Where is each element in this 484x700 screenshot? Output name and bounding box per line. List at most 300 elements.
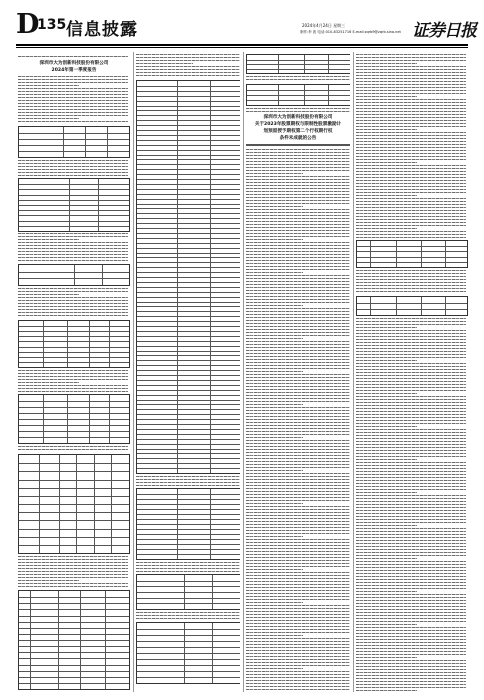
text-line: [356, 630, 466, 631]
table-row-rule: [137, 189, 240, 190]
table-row-rule: [137, 434, 240, 435]
text-line: [18, 233, 128, 234]
text-line: [356, 237, 466, 238]
text-line: [356, 162, 417, 163]
text-line: [246, 650, 350, 651]
text-line: [356, 144, 466, 145]
text-line: [356, 582, 466, 583]
table-col-rule: [69, 179, 70, 231]
table-row-rule: [137, 91, 240, 92]
text-line: [356, 165, 466, 166]
text-line: [356, 234, 466, 235]
text-line: [356, 633, 466, 634]
text-line: [356, 174, 466, 175]
text-line: [356, 228, 417, 229]
article-title: 深圳市大为创新科技股份有限公司: [263, 115, 333, 120]
article-title: 划预留授予期权第二个行权期行权: [263, 129, 333, 134]
text-line: [246, 263, 350, 264]
text-line: [18, 82, 128, 83]
masthead-rule-thin: [16, 47, 468, 48]
text-line: [18, 175, 128, 176]
text-line: [356, 663, 466, 664]
text-line: [356, 570, 466, 571]
text-line: [356, 465, 466, 466]
data-table: [18, 126, 130, 158]
text-line: [246, 108, 350, 109]
text-line: [356, 639, 466, 640]
table-row-rule: [137, 282, 240, 283]
text-line: [356, 441, 466, 442]
text-line: [356, 645, 466, 646]
text-line: [356, 219, 466, 220]
table-col-rule: [43, 321, 44, 367]
table-row-rule: [19, 512, 129, 513]
text-line: [18, 118, 79, 119]
text-line: [356, 507, 466, 508]
table-row-rule: [137, 336, 240, 337]
table-row-rule: [19, 407, 129, 408]
text-line: [246, 251, 350, 252]
text-line: [246, 209, 350, 210]
text-line: [18, 565, 128, 566]
masthead-rule: [16, 44, 468, 46]
text-line: [18, 446, 128, 447]
contact-line: 制作:李 波 电话:010-83251716 E-mail:zqrb9@zqrb.sina.net: [300, 30, 401, 34]
text-line: [246, 461, 350, 462]
section-letter: D: [16, 9, 40, 40]
text-line: [356, 546, 466, 547]
text-line: [356, 567, 466, 568]
table-col-rule: [396, 297, 397, 315]
text-line: [246, 626, 350, 627]
table-row-rule: [137, 539, 240, 540]
text-line: [356, 474, 466, 475]
text-line: [246, 278, 350, 279]
text-line: [18, 76, 128, 77]
table-row-rule: [137, 592, 240, 593]
text-line: [356, 357, 466, 358]
table-col-rule: [278, 55, 279, 73]
table-row-rule: [137, 554, 240, 555]
text-line: [246, 203, 350, 204]
text-line: [356, 618, 466, 619]
text-line: [18, 115, 128, 116]
text-line: [246, 563, 350, 564]
table-row-rule: [137, 331, 240, 332]
table-col-rule: [67, 395, 68, 443]
text-line: [356, 444, 466, 445]
text-line: [246, 386, 350, 387]
text-line: [18, 172, 128, 173]
text-line: [356, 435, 466, 436]
text-line: [356, 177, 466, 178]
text-line: [246, 332, 350, 333]
text-line: [356, 153, 466, 154]
table-row-rule: [19, 437, 129, 438]
table-row-rule: [357, 262, 467, 263]
text-line: [356, 540, 466, 541]
table-col-rule: [328, 55, 329, 73]
issue-date: 2024年4月24日 星期三: [302, 23, 346, 28]
table-col-rule: [76, 455, 77, 553]
table-row-rule: [137, 586, 240, 587]
text-line: [246, 506, 350, 507]
table-row-rule: [137, 385, 240, 386]
table-row-rule: [137, 204, 240, 205]
table-row-rule: [247, 60, 350, 61]
text-line: [246, 293, 350, 294]
table-row-rule: [137, 544, 240, 545]
text-line: [246, 566, 350, 567]
text-line: [246, 260, 350, 261]
table-row-rule: [137, 253, 240, 254]
text-line: [246, 272, 303, 273]
text-line: [356, 447, 466, 448]
text-line: [246, 569, 303, 570]
text-line: [246, 194, 350, 195]
text-line: [356, 498, 466, 499]
table-row-rule: [19, 529, 129, 530]
text-line: [18, 571, 128, 572]
text-line: [356, 333, 466, 334]
text-line: [246, 79, 350, 80]
text-line: [18, 245, 128, 246]
table-row-rule: [19, 200, 129, 201]
text-line: [356, 657, 417, 658]
text-line: [246, 578, 350, 579]
table-row-rule: [137, 169, 240, 170]
text-line: [246, 419, 350, 420]
text-line: [246, 158, 350, 159]
text-line: [246, 248, 350, 249]
text-line: [18, 288, 128, 289]
text-line: [356, 438, 466, 439]
text-line: [246, 521, 350, 522]
text-line: [18, 112, 128, 113]
data-table: [246, 54, 350, 74]
text-line: [356, 207, 466, 208]
text-line: [356, 651, 466, 652]
text-line: [246, 296, 350, 297]
text-line: [356, 471, 466, 472]
text-line: [356, 204, 466, 205]
table-col-rule: [109, 321, 110, 367]
text-line: [356, 60, 466, 61]
table-row-rule: [137, 233, 240, 234]
table-row-rule: [137, 140, 240, 141]
text-line: [18, 109, 128, 110]
text-line: [356, 636, 466, 637]
table-row-rule: [137, 341, 240, 342]
text-line: [246, 284, 350, 285]
text-line: [246, 164, 350, 165]
text-line: [246, 305, 303, 306]
table-col-rule: [212, 575, 213, 609]
table-col-rule: [304, 55, 305, 73]
text-line: [356, 180, 466, 181]
text-line: [136, 612, 240, 613]
table-row-rule: [137, 120, 240, 121]
table-row-rule: [19, 634, 129, 635]
table-row-rule: [19, 331, 129, 332]
table-col-rule: [80, 591, 81, 689]
text-line: [18, 574, 128, 575]
text-line: [356, 387, 466, 388]
table-row-rule: [357, 257, 467, 258]
table-row-rule: [137, 355, 240, 356]
table-row-rule: [137, 671, 240, 672]
text-line: [356, 381, 466, 382]
text-line: [18, 583, 128, 584]
table-row-rule: [137, 514, 240, 515]
table-row-rule: [137, 598, 240, 599]
text-line: [356, 372, 466, 373]
text-line: [356, 285, 466, 286]
text-line: [246, 224, 350, 225]
table-row-rule: [137, 453, 240, 454]
table-row-rule: [137, 414, 240, 415]
table-col-rule: [184, 623, 185, 683]
text-line: [356, 273, 466, 274]
text-line: [356, 576, 466, 577]
text-line: [356, 150, 466, 151]
column-divider: [243, 52, 244, 692]
text-line: [246, 548, 350, 549]
article-subtitle: 2024年第一季度报告: [51, 68, 97, 73]
text-line: [246, 245, 350, 246]
text-line: [356, 492, 417, 493]
text-line: [246, 362, 350, 363]
text-line: [246, 215, 350, 216]
column-3: [246, 52, 350, 692]
text-line: [246, 326, 350, 327]
text-line: [356, 642, 466, 643]
table-col-rule: [39, 455, 40, 553]
table-row-rule: [137, 179, 240, 180]
table-row-rule: [19, 463, 129, 464]
text-line: [246, 218, 350, 219]
text-line: [246, 212, 350, 213]
table-row-rule: [137, 529, 240, 530]
data-table: [18, 264, 130, 286]
text-line: [246, 287, 350, 288]
table-row-rule: [137, 297, 240, 298]
text-line: [246, 449, 350, 450]
text-line: [356, 501, 466, 502]
table-col-rule: [278, 85, 279, 105]
text-line: [356, 528, 466, 529]
text-line: [18, 100, 128, 101]
text-line: [356, 159, 466, 160]
text-line: [356, 423, 466, 424]
text-line: [246, 674, 350, 675]
text-line: [18, 291, 128, 292]
text-line: [18, 242, 128, 243]
table-row-rule: [19, 616, 129, 617]
table-row-rule: [357, 251, 467, 252]
text-line: [246, 290, 350, 291]
table-row-rule: [19, 195, 129, 196]
text-line: [246, 503, 303, 504]
text-line: [136, 57, 240, 58]
table-col-rule: [421, 241, 422, 267]
table-row-rule: [137, 499, 240, 500]
table-row-rule: [247, 90, 350, 91]
text-line: [18, 251, 128, 252]
text-line: [246, 440, 350, 441]
text-line: [356, 63, 417, 64]
text-line: [246, 629, 350, 630]
text-line: [246, 182, 350, 183]
text-line: [246, 584, 350, 585]
text-line: [18, 97, 128, 98]
text-line: [18, 559, 128, 560]
text-line: [356, 405, 466, 406]
text-line: [246, 467, 350, 468]
text-line: [246, 602, 303, 603]
text-line: [136, 54, 240, 55]
text-line: [356, 648, 466, 649]
data-table: [18, 394, 130, 444]
table-col-rule: [102, 265, 103, 285]
text-line: [356, 138, 466, 139]
text-line: [246, 341, 350, 342]
table-col-rule: [304, 85, 305, 105]
text-line: [246, 239, 303, 240]
text-line: [356, 519, 466, 520]
table-row-rule: [137, 86, 240, 87]
table-row-rule: [19, 189, 129, 190]
table-col-rule: [43, 395, 44, 443]
table-row-rule: [19, 545, 129, 546]
column-divider: [133, 52, 134, 692]
table-row-rule: [137, 101, 240, 102]
text-line: [246, 551, 350, 552]
text-line: [356, 525, 417, 526]
text-line: [356, 555, 466, 556]
text-line: [246, 620, 350, 621]
text-line: [356, 75, 466, 76]
text-line: [356, 483, 466, 484]
data-table: [356, 296, 468, 316]
text-line: [246, 416, 350, 417]
table-row-rule: [137, 311, 240, 312]
text-line: [246, 233, 350, 234]
text-line: [246, 647, 350, 648]
text-line: [246, 302, 350, 303]
table-row-rule: [137, 629, 240, 630]
text-line: [246, 593, 350, 594]
page-number: 135: [37, 17, 67, 33]
table-col-rule: [212, 623, 213, 683]
table-row-rule: [19, 504, 129, 505]
text-line: [356, 480, 466, 481]
text-line: [246, 227, 350, 228]
text-line: [356, 348, 466, 349]
table-row-rule: [357, 246, 467, 247]
table-row-rule: [19, 352, 129, 353]
text-line: [356, 222, 466, 223]
text-line: [356, 342, 466, 343]
text-line: [356, 81, 466, 82]
table-row-rule: [137, 321, 240, 322]
table-row-rule: [137, 292, 240, 293]
text-line: [246, 167, 350, 168]
table-col-rule: [210, 489, 211, 559]
text-line: [18, 248, 128, 249]
table-col-rule: [30, 591, 31, 689]
column-divider: [353, 52, 354, 692]
table-row-rule: [19, 665, 129, 666]
text-line: [356, 504, 466, 505]
text-line: [356, 336, 466, 337]
table-row-rule: [19, 184, 129, 185]
table-row-rule: [137, 375, 240, 376]
text-line: [246, 111, 350, 112]
text-line: [356, 324, 466, 325]
text-line: [246, 407, 350, 408]
text-line: [356, 660, 466, 661]
table-row-rule: [137, 135, 240, 136]
text-line: [356, 276, 466, 277]
table-row-rule: [247, 64, 350, 65]
table-row-rule: [137, 444, 240, 445]
article-title: 条件未成就的公告: [279, 136, 317, 141]
text-line: [246, 470, 303, 471]
table-row-rule: [19, 133, 129, 134]
text-line: [356, 345, 466, 346]
text-line: [246, 320, 350, 321]
text-line: [246, 533, 350, 534]
text-line: [246, 197, 350, 198]
table-row-rule: [137, 194, 240, 195]
text-line: [246, 530, 350, 531]
text-line: [246, 311, 350, 312]
table-row-rule: [19, 362, 129, 363]
table-row-rule: [137, 400, 240, 401]
table-row-rule: [137, 509, 240, 510]
text-line: [356, 468, 466, 469]
text-line: [246, 308, 350, 309]
article-title: 关于2023年股票期权与限制性股票激励计: [254, 122, 342, 127]
table-row-rule: [137, 365, 240, 366]
text-line: [246, 221, 350, 222]
table-row-rule: [137, 267, 240, 268]
table-row-rule: [137, 419, 240, 420]
text-line: [246, 605, 350, 606]
table-row-rule: [137, 524, 240, 525]
text-line: [18, 379, 128, 380]
table-row-rule: [137, 223, 240, 224]
text-line: [18, 79, 128, 80]
table-row-rule: [137, 145, 240, 146]
text-line: [356, 93, 466, 94]
text-line: [356, 198, 466, 199]
table-row-rule: [19, 413, 129, 414]
table-row-rule: [137, 653, 240, 654]
text-line: [136, 479, 240, 480]
table-row-rule: [357, 303, 467, 304]
text-line: [356, 672, 466, 673]
text-line: [18, 254, 128, 255]
text-line: [18, 121, 128, 122]
text-line: [18, 382, 79, 383]
text-line: [246, 242, 350, 243]
text-line: [356, 579, 466, 580]
table-row-rule: [137, 449, 240, 450]
text-line: [356, 453, 466, 454]
table-row-rule: [137, 238, 240, 239]
